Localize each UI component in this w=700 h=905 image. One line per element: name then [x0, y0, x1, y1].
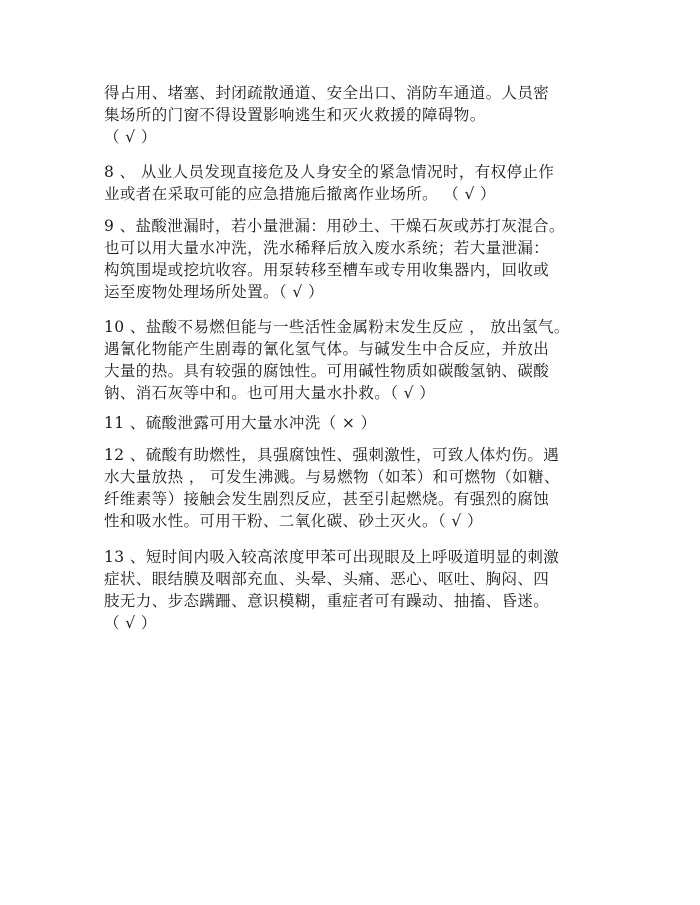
text-line: 集场所的门窗不得设置影响逃生和灭火救援的障碍物。 — [104, 106, 486, 124]
text-line: 构筑围堤或挖坑收容。用泵转移至槽车或专用收集器内，回收或 — [104, 261, 550, 279]
text-line: 大量的热。具有较强的腐蚀性。可用碱性物质如碳酸氢钠、碳酸 — [104, 362, 550, 380]
paragraph-item-10 — [104, 316, 624, 404]
text-line: 也可以用大量水冲洗，洗水稀释后放入废水系统；若大量泄漏： — [104, 239, 550, 257]
text-line: 钠、消石灰等中和。也可用大量水扑救。（ √ ） — [104, 384, 436, 402]
text-line: 10 、盐酸不易燃但能与一些活性金属粉末发生反应 ， 放出氢气。 — [104, 318, 570, 336]
answer-mark: （ √ ） — [104, 128, 157, 146]
paragraph-item-13 — [104, 546, 624, 634]
text-line: 水大量放热 ， 可发生沸溅。与易燃物（如苯）和可燃物（如糖、 — [104, 468, 560, 486]
text-line: 运至废物处理场所处置。（ √ ） — [104, 283, 324, 301]
text-line: 业或者在采取可能的应急措施后撤离作业场所。 （ √ ） — [104, 185, 496, 203]
paragraph-item-9 — [104, 215, 624, 303]
text-line: 肢无力、步态蹒跚、意识模糊，重症者可有躁动、抽搐、昏迷。 — [104, 592, 550, 610]
text-line: 得占用、堵塞、封闭疏散通道、安全出口、消防车通道。人员密 — [104, 84, 550, 102]
text-line: 13 、短时间内吸入较高浓度甲苯可出现眼及上呼吸道明显的刺激 — [104, 548, 560, 566]
paragraph-item-12 — [104, 444, 624, 532]
text-line: 遇氰化物能产生剧毒的氰化氢气体。与碱发生中合反应，并放出 — [104, 340, 550, 358]
text-line: 纤维素等）接触会发生剧烈反应，甚至引起燃烧。有强烈的腐蚀 — [104, 490, 550, 508]
text-line: 11 、硫酸泄露可用大量水冲洗（ × ） — [104, 414, 377, 432]
paragraph-item-11 — [104, 412, 624, 434]
text-line: 9 、盐酸泄漏时，若小量泄漏：用砂土、干燥石灰或苏打灰混合。 — [104, 217, 565, 235]
paragraph-item-8 — [104, 161, 624, 205]
answer-mark: （ √ ） — [104, 614, 157, 632]
text-line: 8 、 从业人员发现直接危及人身安全的紧急情况时，有权停止作 — [104, 163, 555, 181]
text-line: 症状、眼结膜及咽部充血、头晕、头痛、恶心、呕吐、胸闷、四 — [104, 570, 550, 588]
paragraph-item-7-continuation — [104, 82, 624, 148]
text-line: 12 、硫酸有助燃性，具强腐蚀性、强刺激性，可致人体灼伤。遇 — [104, 446, 560, 464]
text-line: 性和吸水性。可用干粉、二氧化碳、砂土灭火。（ √ ） — [104, 512, 483, 530]
